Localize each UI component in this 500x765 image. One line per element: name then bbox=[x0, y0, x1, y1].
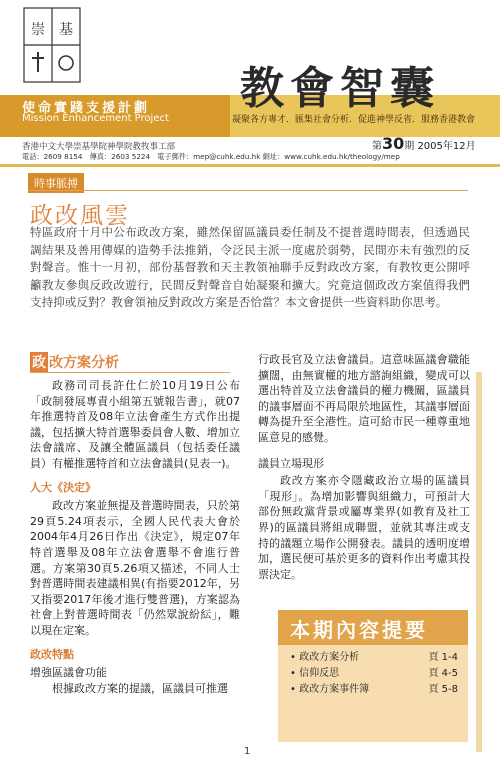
contents-item[interactable] bbox=[290, 682, 458, 698]
article-column-right bbox=[258, 352, 470, 582]
section-tag: 時事脈搏 bbox=[28, 173, 84, 193]
issue-prefix: 第 bbox=[372, 141, 382, 152]
subheading-features: 政改特點 bbox=[30, 647, 74, 661]
paragraph: 政改方案亦令隱藏政治立場的區議員「現形」。為增加影響與組織力，可預計大部份無政黨背景或屬專業界(如教育及社工界)的區議員將組成聯盟，並就其專注或支持的議題立場作公開發表。議員的透明度增加，選民便可基於更多的資料作出考慮其投票決定。 bbox=[258, 474, 470, 581]
section-tag-divider bbox=[28, 190, 468, 191]
college-crest-logo bbox=[22, 6, 82, 84]
contents-item-page: 頁 1-4 bbox=[428, 652, 458, 663]
side-decoration-bar bbox=[476, 372, 482, 752]
header-divider bbox=[0, 164, 500, 167]
section-heading-text: 改方案分析 bbox=[49, 355, 119, 371]
section-heading bbox=[30, 352, 119, 372]
newsletter-tagline: 凝聚各方專才．匯集社會分析．促進神學反省．服務香港教會 bbox=[232, 115, 476, 125]
paragraph: 政改方案並無提及普選時間表，只於第29頁5.24項表示，全國人民代表大會於2004年4月26日作出《決定》，規定07年特首選舉及08年立法會選舉不會進行普選。方案第30頁5.26項又描述，不同人士對普選時間表建議相異(有指要2012年，另又指要2017年後才進行雙普選)，方案認為社會上對普選時間表「仍然眾說紛紜」，難以現在定案。 bbox=[30, 499, 240, 637]
page-number: 1 bbox=[244, 746, 251, 757]
publisher-address: 香港中文大學崇基學院神學院教牧事工部 bbox=[22, 142, 176, 152]
publisher-contact: 電話：2609 8154 傳真：2603 5224 電子郵件：mep@cuhk.edu.hk 網址：www.cuhk.edu.hk/theology/mep bbox=[22, 152, 400, 161]
svg-text:崇: 崇 bbox=[31, 22, 45, 38]
issue-number: 30 bbox=[382, 134, 405, 153]
section-heading-divider bbox=[30, 372, 230, 373]
article-intro: 特區政府十月中公布政改方案，雖然保留區議員委任制及不提普選時間表，但透過民調結果及善用傳媒的造勢手法推銷，令泛民主派一度處於弱勢，民間亦未有強烈的反對聲音。惟十一月初，部份基督教和天主教領袖聯手反對政改方案，有教牧更公開呼籲教友參與反政改遊行，民間反對聲音自始凝聚和擴大。究竟這個政改方案值得我們支持抑或反對？教會領袖反對政改方案是否恰當？本文會提供一些資料助你思考。 bbox=[30, 225, 470, 309]
contents-item[interactable] bbox=[290, 666, 458, 682]
paragraph-continued: 行政長官及立法會議員。這意味區議會職能擴闊，由無實權的地方諮詢組織，變成可以選出特首及立法會議員的權力機關，區議員的議事層面不再局限於地區性，其議事層面轉為提升至全港性。這可給市民一種尊重地區意見的感覺。 bbox=[258, 353, 470, 444]
contents-item-label: • 信仰反思 bbox=[290, 666, 339, 682]
paragraph: 根據政改方案的提議，區議員可推選 bbox=[52, 681, 228, 695]
svg-text:基: 基 bbox=[59, 22, 73, 38]
paragraph: 政務司司長許仕仁於10月19日公布「政制發展專責小組第五號報告書」，就07年推選特首及08年立法會產生方式作出提議，包括擴大特首選舉委員會人數、增加立法會議席、及讓全體區議員（包括委任議員）有權推選特首和立法會議員(見表一)。 bbox=[30, 379, 240, 470]
section-heading-initial: 政 bbox=[30, 352, 48, 372]
contents-item-page: 頁 5-8 bbox=[428, 684, 458, 695]
subheading-councillor-stance: 議員立場現形 bbox=[258, 456, 324, 470]
program-name-en: Mission Enhancement Project bbox=[22, 113, 169, 124]
contents-item[interactable] bbox=[290, 650, 458, 666]
article-title: 政改風雲 bbox=[30, 203, 130, 229]
subheading-district-council: 增強區議會功能 bbox=[30, 666, 107, 680]
contents-item-label: • 政改方案分析 bbox=[290, 650, 359, 666]
contents-title: 本期內容提要 bbox=[290, 618, 428, 642]
article-column-left bbox=[30, 378, 240, 696]
contents-item-label: • 政改方案事件簿 bbox=[290, 682, 369, 698]
contents-list bbox=[290, 650, 458, 698]
contents-item-page: 頁 4-5 bbox=[428, 668, 458, 679]
newsletter-title: 教會智囊 bbox=[240, 63, 440, 114]
issue-info bbox=[372, 134, 476, 153]
program-name-zh: 使命實踐支援計劃 bbox=[22, 101, 151, 116]
subheading-npc-decision: 人大《決定》 bbox=[30, 480, 96, 494]
issue-date: 期 2005年12月 bbox=[404, 141, 476, 152]
